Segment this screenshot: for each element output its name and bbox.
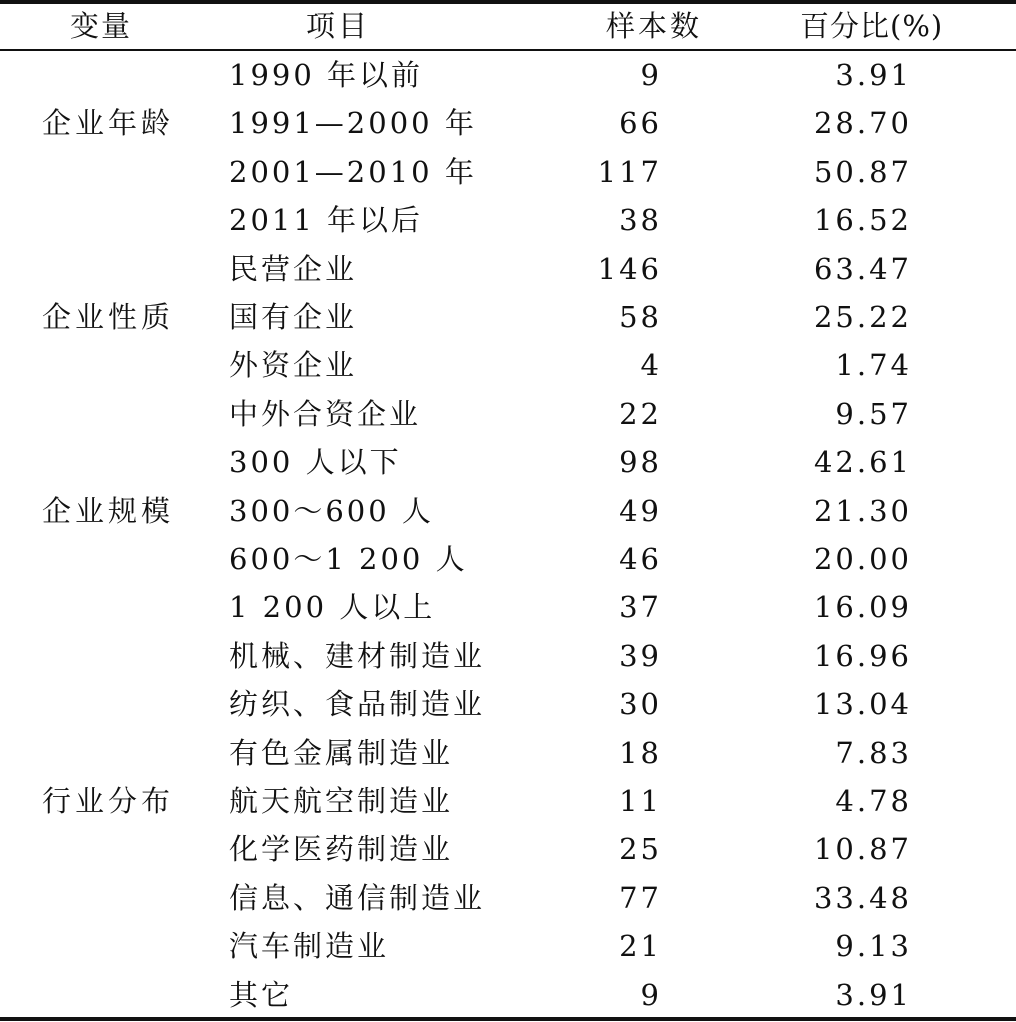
row-item: 其它 bbox=[229, 977, 294, 1012]
row-sample-count: 39 bbox=[619, 638, 662, 673]
row-percentage: 50.87 bbox=[813, 154, 912, 189]
row-item: 中外合资企业 bbox=[229, 396, 422, 431]
row-percentage: 42.61 bbox=[813, 445, 912, 480]
row-item: 航天航空制造业 bbox=[229, 784, 454, 818]
row-sample-count: 98 bbox=[619, 445, 662, 480]
row-percentage: 10.87 bbox=[813, 832, 912, 867]
row-percentage: 28.70 bbox=[813, 106, 912, 141]
table-row bbox=[0, 245, 1016, 293]
row-sample-count: 25 bbox=[619, 832, 662, 867]
row-item: 纺织、食品制造业 bbox=[229, 687, 486, 722]
row-item: 国有企业 bbox=[229, 300, 358, 334]
row-percentage: 21.30 bbox=[813, 493, 912, 528]
row-sample-count: 11 bbox=[619, 784, 662, 818]
row-percentage: 3.91 bbox=[835, 977, 912, 1012]
group-label: 企业年龄 bbox=[42, 106, 175, 141]
row-item: 有色金属制造业 bbox=[229, 735, 454, 770]
row-item: 1990 年以前 bbox=[229, 58, 424, 92]
row-percentage: 63.47 bbox=[813, 251, 912, 286]
row-item: 民营企业 bbox=[229, 251, 358, 286]
table-row bbox=[0, 341, 1016, 389]
row-percentage: 25.22 bbox=[813, 300, 912, 334]
row-sample-count: 46 bbox=[619, 542, 662, 576]
row-percentage: 4.78 bbox=[835, 784, 912, 818]
table-row bbox=[0, 729, 1016, 777]
row-sample-count: 66 bbox=[619, 106, 662, 141]
row-percentage: 16.52 bbox=[813, 203, 912, 238]
group-label: 企业性质 bbox=[42, 300, 175, 334]
table-row bbox=[0, 583, 1016, 631]
table-body bbox=[0, 51, 1016, 1017]
row-percentage: 3.91 bbox=[835, 58, 912, 92]
row-item: 2011 年以后 bbox=[229, 203, 424, 238]
table-row bbox=[0, 632, 1016, 680]
row-sample-count: 58 bbox=[619, 300, 662, 334]
row-percentage: 16.09 bbox=[813, 590, 912, 625]
table-row bbox=[0, 390, 1016, 438]
row-percentage: 7.83 bbox=[835, 735, 912, 770]
group-label: 企业规模 bbox=[42, 493, 175, 528]
row-sample-count: 22 bbox=[619, 396, 662, 431]
row-item: 300～600 人 bbox=[229, 493, 434, 528]
group-label: 行业分布 bbox=[42, 784, 175, 818]
row-percentage: 16.96 bbox=[813, 638, 912, 673]
row-sample-count: 117 bbox=[597, 154, 662, 189]
table-row bbox=[0, 680, 1016, 728]
header-item: 项目 bbox=[306, 9, 371, 43]
row-sample-count: 18 bbox=[619, 735, 662, 770]
row-item: 汽车制造业 bbox=[229, 929, 390, 964]
row-sample-count: 49 bbox=[619, 493, 662, 528]
table-row bbox=[0, 922, 1016, 970]
row-item: 300 人以下 bbox=[229, 445, 402, 480]
row-sample-count: 146 bbox=[597, 251, 662, 286]
table-row bbox=[0, 51, 1016, 99]
row-percentage: 9.57 bbox=[835, 396, 912, 431]
row-percentage: 1.74 bbox=[835, 348, 912, 383]
header-sample-count: 样本数 bbox=[606, 9, 703, 43]
row-item: 1 200 人以上 bbox=[229, 590, 436, 625]
row-sample-count: 30 bbox=[619, 687, 662, 722]
table-row bbox=[0, 438, 1016, 486]
row-item: 外资企业 bbox=[229, 348, 358, 383]
row-sample-count: 9 bbox=[640, 977, 662, 1012]
header-percentage: 百分比(%) bbox=[800, 9, 944, 43]
table-row bbox=[0, 825, 1016, 873]
table-row bbox=[0, 535, 1016, 583]
row-sample-count: 37 bbox=[619, 590, 662, 625]
row-item: 600～1 200 人 bbox=[229, 542, 468, 576]
row-sample-count: 9 bbox=[640, 58, 662, 92]
table-header-row bbox=[0, 4, 1016, 49]
row-percentage: 13.04 bbox=[813, 687, 912, 722]
header-variable: 变量 bbox=[70, 9, 133, 43]
table-bottom-rule bbox=[0, 1017, 1016, 1021]
table-row bbox=[0, 148, 1016, 196]
table-row bbox=[0, 196, 1016, 244]
row-item: 化学医药制造业 bbox=[229, 832, 454, 867]
row-item: 机械、建材制造业 bbox=[229, 638, 486, 673]
table-row bbox=[0, 874, 1016, 922]
row-sample-count: 4 bbox=[640, 348, 662, 383]
table-row bbox=[0, 971, 1016, 1019]
row-sample-count: 38 bbox=[619, 203, 662, 238]
row-item: 1991—2000 年 bbox=[229, 106, 477, 141]
row-percentage: 33.48 bbox=[813, 880, 912, 915]
row-item: 2001—2010 年 bbox=[229, 154, 477, 189]
row-percentage: 20.00 bbox=[813, 542, 912, 576]
row-item: 信息、通信制造业 bbox=[229, 880, 486, 915]
row-percentage: 9.13 bbox=[835, 929, 912, 964]
row-sample-count: 77 bbox=[619, 880, 662, 915]
row-sample-count: 21 bbox=[619, 929, 662, 964]
